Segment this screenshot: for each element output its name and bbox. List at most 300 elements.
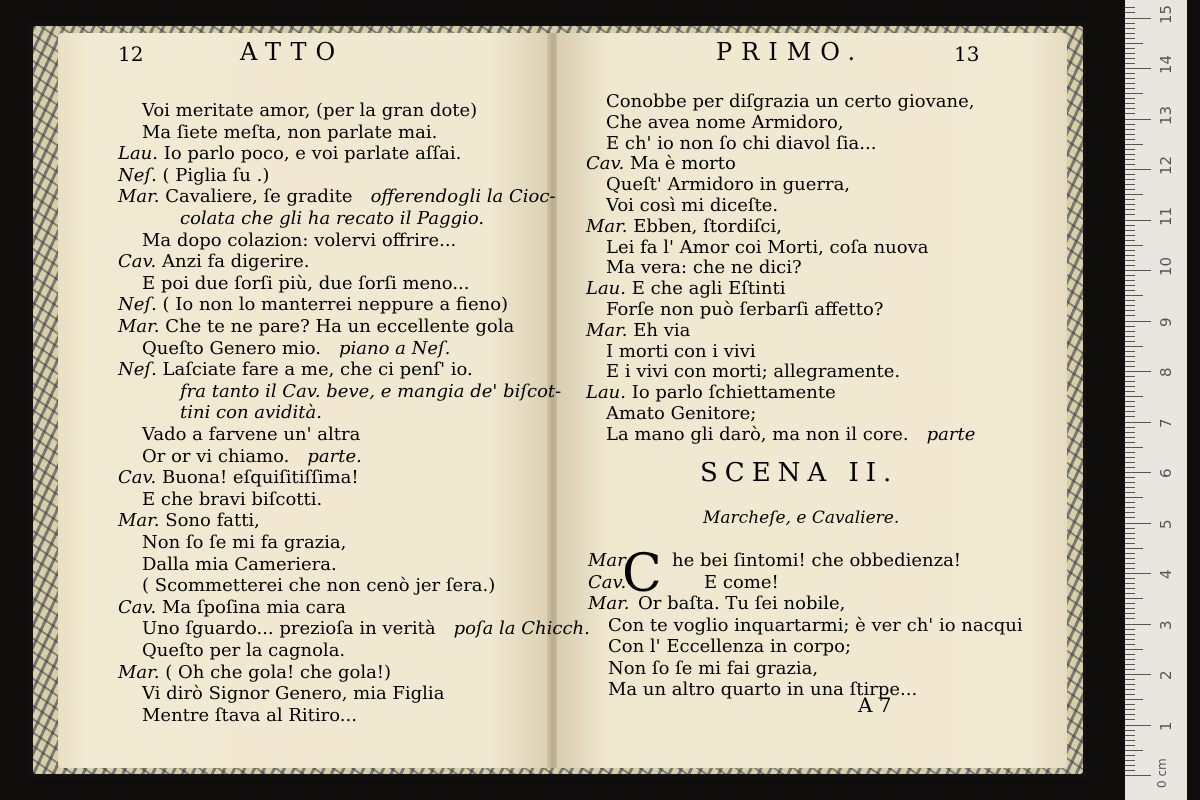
ruler-tick <box>1125 725 1151 726</box>
ruler-tick <box>1125 381 1135 382</box>
verse-text: Buona! eſquiſitiſſima! <box>162 467 359 489</box>
stage-direction: piano a Neſ. <box>338 337 451 359</box>
ruler-tick <box>1125 482 1135 483</box>
ruler-tick <box>1125 477 1135 478</box>
text-line <box>142 446 362 467</box>
speaker-label: Lau. <box>586 382 626 404</box>
speaker-label: Cav. <box>118 596 157 618</box>
ruler-tick <box>1125 608 1135 609</box>
speaker-label: Neſ. <box>118 294 157 316</box>
speaker-label: Lau. <box>118 143 158 165</box>
ruler-tick <box>1125 12 1135 13</box>
verse-text: ( Io non lo manterrei neppure a fieno) <box>162 294 509 316</box>
verse-text: Mentre ſtava al Ritiro... <box>142 704 357 726</box>
ruler-tick <box>1125 689 1135 690</box>
ruler-tick <box>1125 517 1135 518</box>
ruler-tick <box>1125 189 1135 190</box>
ruler-label: 2 <box>1157 670 1175 680</box>
ruler-tick <box>1125 644 1135 645</box>
ruler-label: 9 <box>1157 316 1175 327</box>
ruler-tick <box>1125 553 1135 554</box>
stage-direction: tini con avidità. <box>180 402 322 424</box>
ruler-tick <box>1125 452 1135 453</box>
ruler-tick <box>1125 639 1135 640</box>
ruler-tick <box>1125 674 1151 675</box>
ruler-tick <box>1125 502 1135 503</box>
verse-text: Or baſta. Tu ſei nobile, <box>638 593 846 614</box>
text-line <box>142 618 590 639</box>
ruler-tick <box>1125 285 1135 286</box>
ruler-tick <box>1125 255 1135 256</box>
ruler-label: 3 <box>1157 619 1175 630</box>
text-line <box>606 341 756 362</box>
text-line <box>180 208 484 229</box>
text-line <box>142 273 469 294</box>
ruler-tick <box>1125 654 1135 655</box>
text-line <box>606 257 802 278</box>
verse-text: Voi così mi diceſte. <box>606 195 779 216</box>
speaker-label: Cav. <box>586 153 625 175</box>
ruler-tick <box>1125 113 1135 114</box>
ruler-tick <box>1125 578 1135 579</box>
ruler-tick <box>1125 124 1135 125</box>
ruler-tick <box>1125 664 1135 665</box>
verse-text: ( Scommetterei che non cenò jer ſera.) <box>142 575 496 597</box>
ruler-tick <box>1125 462 1135 463</box>
ruler-tick <box>1125 366 1135 367</box>
ruler-tick <box>1125 765 1135 766</box>
speaker-label: Mar. <box>588 550 630 571</box>
verse-text: E ch' io non ſo chi diavol ſia... <box>606 132 877 154</box>
ruler-label: 12 <box>1157 155 1175 175</box>
stage-direction: fra tanto il Cav. beve, e mangia de' biſcot- <box>180 380 562 402</box>
verse-text: Sono fatti, <box>165 510 260 532</box>
text-line <box>118 143 461 164</box>
ruler-tick <box>1125 53 1135 54</box>
text-line <box>142 489 322 510</box>
ruler-tick <box>1125 265 1135 266</box>
text-line <box>606 299 883 320</box>
verse-text: ( Piglia ſu .) <box>162 164 270 186</box>
text-line <box>118 662 391 683</box>
verse-text: E come! <box>704 571 779 593</box>
verse-text: Che avea nome Armidoro, <box>606 111 844 133</box>
right-running-head: PRIMO. <box>716 38 865 66</box>
verse-text: Vi dirò Signor Genero, mia Figlia <box>142 683 445 705</box>
text-line <box>118 316 514 337</box>
speaker-label: Mar. <box>118 186 160 208</box>
speaker-label: Mar. <box>118 316 160 337</box>
ruler-tick <box>1125 624 1151 625</box>
ruler-tick <box>1125 735 1135 736</box>
ruler-tick <box>1125 396 1143 397</box>
verse-text: Che te ne pare? Ha un eccellente gola <box>165 316 515 337</box>
ruler-label: 4 <box>1157 569 1175 579</box>
ruler-tick <box>1125 305 1135 306</box>
ruler-tick <box>1125 331 1135 332</box>
speaker-label: Mar. <box>118 510 160 532</box>
ruler-label: 10 <box>1157 256 1175 276</box>
verse-text: Queſt' Armidoro in guerra, <box>606 174 851 196</box>
verse-text: Anzi fa digerire. <box>162 251 310 273</box>
ruler-tick <box>1125 18 1151 19</box>
speaker-label: Neſ. <box>118 164 157 186</box>
text-line <box>606 112 844 133</box>
ruler-tick <box>1125 184 1135 185</box>
stage-direction: poſa la Chicch. <box>453 618 590 640</box>
ruler-tick <box>1125 164 1135 165</box>
ruler-label: 11 <box>1157 206 1175 226</box>
ruler-tick <box>1125 533 1135 534</box>
text-line <box>606 424 975 445</box>
ruler-tick <box>1125 174 1135 175</box>
verse-text: Ma è morto <box>630 153 736 175</box>
text-line <box>586 216 782 237</box>
ruler-tick <box>1125 401 1135 402</box>
ruler-tick <box>1125 194 1143 195</box>
ruler-tick <box>1125 295 1143 296</box>
ruler-tick <box>1125 714 1135 715</box>
verse-text: Con te voglio inquartarmi; è ver ch' io nacqui <box>608 614 1023 636</box>
ruler-tick <box>1125 93 1143 94</box>
ruler-tick <box>1125 179 1135 180</box>
text-line <box>606 237 929 258</box>
ruler-tick <box>1125 427 1135 428</box>
ruler-tick <box>1125 88 1135 89</box>
ruler-label: 6 <box>1157 468 1175 478</box>
speaker-label: Cav. <box>588 571 627 593</box>
ruler-tick <box>1125 250 1135 251</box>
ruler-tick <box>1125 361 1135 362</box>
text-line <box>606 91 974 112</box>
verse-text: Ma dopo colazion: volervi offrire... <box>142 229 457 251</box>
speaker-label: Mar. <box>586 215 628 237</box>
ruler-tick <box>1125 563 1135 564</box>
text-line <box>118 467 359 488</box>
ruler-tick <box>1125 497 1143 498</box>
ruler-tick <box>1125 583 1135 584</box>
ruler-tick <box>1125 694 1135 695</box>
ruler-label: 8 <box>1157 367 1175 377</box>
ruler-tick <box>1125 740 1135 741</box>
ruler-tick <box>1125 300 1135 301</box>
speaker-label: Cav. <box>118 251 157 273</box>
ruler-tick <box>1125 43 1143 44</box>
ruler-tick <box>1125 220 1151 221</box>
text-line <box>586 320 690 341</box>
ruler-tick <box>1125 321 1151 322</box>
text-line <box>606 361 900 382</box>
ruler-label: 15 <box>1157 4 1175 24</box>
ruler-tick <box>1125 326 1135 327</box>
verse-text: Vado a farvene un' altra <box>142 424 361 445</box>
ruler-tick <box>1125 270 1151 271</box>
speaker-label: Mar. <box>118 661 160 683</box>
ruler-tick <box>1125 38 1135 39</box>
drop-cap: C <box>622 544 662 604</box>
ruler-tick <box>1125 618 1135 619</box>
signature-mark: A 7 <box>858 693 892 717</box>
ruler-tick <box>1125 68 1151 69</box>
ruler-tick <box>1125 730 1135 731</box>
text-line <box>586 153 736 174</box>
ruler-tick <box>1125 391 1135 392</box>
text-line <box>142 683 444 704</box>
ruler-tick <box>1125 629 1135 630</box>
ruler-tick <box>1125 346 1143 347</box>
verse-text: Queſto per la cagnola. <box>142 640 346 661</box>
text-line <box>142 424 360 445</box>
verse-text: Cavaliere, ſe gradite <box>165 186 353 208</box>
text-line <box>118 359 473 380</box>
ruler-tick <box>1125 225 1135 226</box>
verse-text: E poi due ſorſi più, due ſorſi meno... <box>142 272 470 294</box>
ruler-tick <box>1125 755 1135 756</box>
ruler-tick <box>1125 280 1135 281</box>
ruler-tick <box>1125 679 1135 680</box>
ruler-tick <box>1125 144 1143 145</box>
verse-text: Io parlo poco, e voi parlate aſſai. <box>163 143 462 165</box>
ruler-tick <box>1125 775 1151 776</box>
ruler-tick <box>1125 649 1143 650</box>
ruler-tick <box>1125 7 1135 8</box>
ruler-tick <box>1125 336 1135 337</box>
verse-text: Io parlo ſchiettamente <box>631 382 836 404</box>
ruler-tick <box>1125 230 1135 231</box>
ruler-unit: 0 cm <box>1155 758 1169 788</box>
ruler-tick <box>1125 719 1135 720</box>
ruler-tick <box>1125 750 1143 751</box>
ruler-tick <box>1125 487 1135 488</box>
ruler-tick <box>1125 699 1143 700</box>
ruler-tick <box>1125 573 1151 574</box>
left-running-head: ATTO <box>240 38 345 66</box>
ruler-tick <box>1125 457 1135 458</box>
ruler-tick <box>1125 169 1151 170</box>
verse-text: Ma ſiete meſta, non parlate mai. <box>142 121 438 143</box>
verse-text: Uno ſguardo... prezioſa in verità <box>142 618 436 640</box>
text-line <box>606 403 756 424</box>
verse-text: Lei fa l' Amor coi Morti, coſa nuova <box>606 236 929 258</box>
ruler-tick <box>1125 437 1135 438</box>
verse-text: E che bravi biſcotti. <box>142 488 323 510</box>
ruler-tick <box>1125 48 1135 49</box>
text-line <box>142 705 357 726</box>
text-line <box>180 402 322 423</box>
verse-text: Non ſo ſe mi fa grazia, <box>142 532 347 553</box>
ruler-tick <box>1125 760 1135 761</box>
ruler-tick <box>1125 73 1135 74</box>
ruler-tick <box>1125 310 1135 311</box>
ruler-tick <box>1125 704 1135 705</box>
ruler-tick <box>1125 98 1135 99</box>
verse-text: Ma un altro quarto in una ſtirpe... <box>608 679 918 700</box>
ruler-tick <box>1125 159 1135 160</box>
verse-text: Ma ſpoſina mia cara <box>162 596 346 618</box>
text-line <box>142 122 437 143</box>
ruler-tick <box>1125 422 1151 423</box>
ruler-tick <box>1125 214 1135 215</box>
verse-text: Forſe non può ſerbarſi affetto? <box>606 299 884 320</box>
ruler-tick <box>1125 103 1135 104</box>
ruler-tick <box>1125 371 1151 372</box>
ruler-tick <box>1125 492 1135 493</box>
verse-text: ( Oh che gola! che gola!) <box>165 661 392 683</box>
verse-text: Ma vera: che ne dici? <box>606 257 802 279</box>
ruler-label: 13 <box>1157 105 1175 125</box>
verse-text: Amato Genitore; <box>606 403 757 424</box>
ruler-tick <box>1125 523 1151 524</box>
verse-text: Conobbe per diſgrazia un certo giovane, <box>606 91 975 112</box>
ruler-tick <box>1125 351 1135 352</box>
stage-direction: colata che gli ha recato il Paggio. <box>180 208 485 229</box>
text-line <box>142 640 345 661</box>
verse-text: Dalla mia Cameriera. <box>142 553 337 575</box>
text-line <box>118 165 269 186</box>
ruler-label: 7 <box>1157 417 1175 428</box>
ruler-tick <box>1125 613 1135 614</box>
text-line <box>586 278 786 299</box>
ruler-tick <box>1125 416 1135 417</box>
text-line <box>142 575 495 596</box>
ruler-tick <box>1125 447 1143 448</box>
verse-text: E che agli Eſtinti <box>631 278 786 300</box>
ruler-tick <box>1125 129 1135 130</box>
ruler-tick <box>1125 204 1135 205</box>
text-line <box>118 597 346 618</box>
ruler-tick <box>1125 209 1135 210</box>
verse-text: E i vivi con morti; allegramente. <box>606 361 901 383</box>
right-page-number: 13 <box>954 42 980 66</box>
text-line <box>606 174 850 195</box>
text-line <box>118 510 260 531</box>
ruler-tick <box>1125 376 1135 377</box>
ruler-tick <box>1125 290 1135 291</box>
ruler-tick <box>1125 58 1135 59</box>
verse-text: Non ſo ſe mi fai grazia, <box>608 657 819 679</box>
text-line <box>142 554 337 575</box>
ruler-label: 14 <box>1157 54 1175 74</box>
speaker-label: Neſ. <box>118 359 157 381</box>
ruler-tick <box>1125 139 1135 140</box>
ruler-tick <box>1125 149 1135 150</box>
ruler-tick <box>1125 543 1135 544</box>
verse-text: Queſto Genero mio. <box>142 337 321 359</box>
speaker-label: Lau. <box>586 278 626 300</box>
ruler-tick <box>1125 134 1135 135</box>
stage-direction: parte. <box>307 445 362 467</box>
ruler-tick <box>1125 154 1135 155</box>
verse-text: Laſciate fare a me, che ci penſ' io. <box>162 359 473 381</box>
ruler-tick <box>1125 411 1135 412</box>
text-line <box>606 195 778 216</box>
ruler-tick <box>1125 558 1135 559</box>
ruler-tick <box>1125 512 1135 513</box>
ruler-tick <box>1125 669 1135 670</box>
ruler-tick <box>1125 406 1135 407</box>
ruler-tick <box>1125 588 1135 589</box>
verse-text: he bei ſintomi! che obbedienza! <box>672 550 962 571</box>
ruler-tick <box>1125 315 1135 316</box>
ruler-tick <box>1125 108 1135 109</box>
ruler-tick <box>1125 538 1135 539</box>
stage-direction: offerendogli la Cioc- <box>370 186 556 208</box>
speaker-label: Cav. <box>118 467 157 489</box>
text-line <box>118 294 508 315</box>
ruler-tick <box>1125 356 1135 357</box>
text-line <box>586 382 836 403</box>
ruler-tick <box>1125 341 1135 342</box>
ruler-label: 5 <box>1157 518 1175 529</box>
scale-ruler <box>1125 0 1187 800</box>
ruler-tick <box>1125 568 1135 569</box>
scene-title: SCENA II. <box>700 458 899 488</box>
ruler-tick <box>1125 770 1135 771</box>
text-line <box>118 186 556 207</box>
ruler-tick <box>1125 33 1135 34</box>
ruler-tick <box>1125 199 1135 200</box>
text-line <box>142 532 346 553</box>
stage-direction: parte <box>926 423 976 445</box>
ruler-tick <box>1125 386 1135 387</box>
ruler-tick <box>1125 709 1135 710</box>
text-line <box>142 100 477 121</box>
verse-text: Eh via <box>633 319 691 341</box>
verse-text: La mano gli darò, ma non il core. <box>606 423 909 445</box>
verse-text: Or or vi chiamo. <box>142 445 290 467</box>
ruler-tick <box>1125 745 1135 746</box>
verse-text: Con l' Eccellenza in corpo; <box>608 636 852 657</box>
ruler-tick <box>1125 240 1135 241</box>
ruler-tick <box>1125 659 1135 660</box>
verse-text: Voi meritate amor, (per la gran dote) <box>142 100 478 121</box>
ruler-tick <box>1125 634 1135 635</box>
text-line <box>142 338 450 359</box>
ruler-tick <box>1125 260 1135 261</box>
speaker-label: Mar. <box>586 319 628 341</box>
ruler-tick <box>1125 593 1135 594</box>
ruler-tick <box>1125 63 1135 64</box>
ruler-tick <box>1125 78 1135 79</box>
ruler-tick <box>1125 245 1143 246</box>
verse-text: Ebben, ſtordiſci, <box>633 215 782 237</box>
text-line <box>142 230 456 251</box>
ruler-tick <box>1125 432 1135 433</box>
speaker-label: Mar. <box>588 593 630 614</box>
ruler-tick <box>1125 472 1151 473</box>
text-line <box>606 133 876 154</box>
scene-persons: Marcheſe, e Cavaliere. <box>703 508 900 528</box>
ruler-tick <box>1125 275 1135 276</box>
ruler-tick <box>1125 467 1135 468</box>
verse-text: I morti con i vivi <box>606 340 756 362</box>
ruler-tick <box>1125 598 1143 599</box>
ruler-tick <box>1125 603 1135 604</box>
text-line <box>118 251 309 272</box>
ruler-tick <box>1125 28 1135 29</box>
ruler-tick <box>1125 119 1151 120</box>
ruler-tick <box>1125 548 1143 549</box>
ruler-tick <box>1125 684 1135 685</box>
ruler-tick <box>1125 507 1135 508</box>
ruler-tick <box>1125 83 1135 84</box>
text-line <box>180 381 561 402</box>
left-page-number: 12 <box>118 42 144 66</box>
ruler-label: 1 <box>1157 720 1175 731</box>
ruler-tick <box>1125 528 1135 529</box>
ruler-tick <box>1125 235 1135 236</box>
ruler-tick <box>1125 442 1135 443</box>
